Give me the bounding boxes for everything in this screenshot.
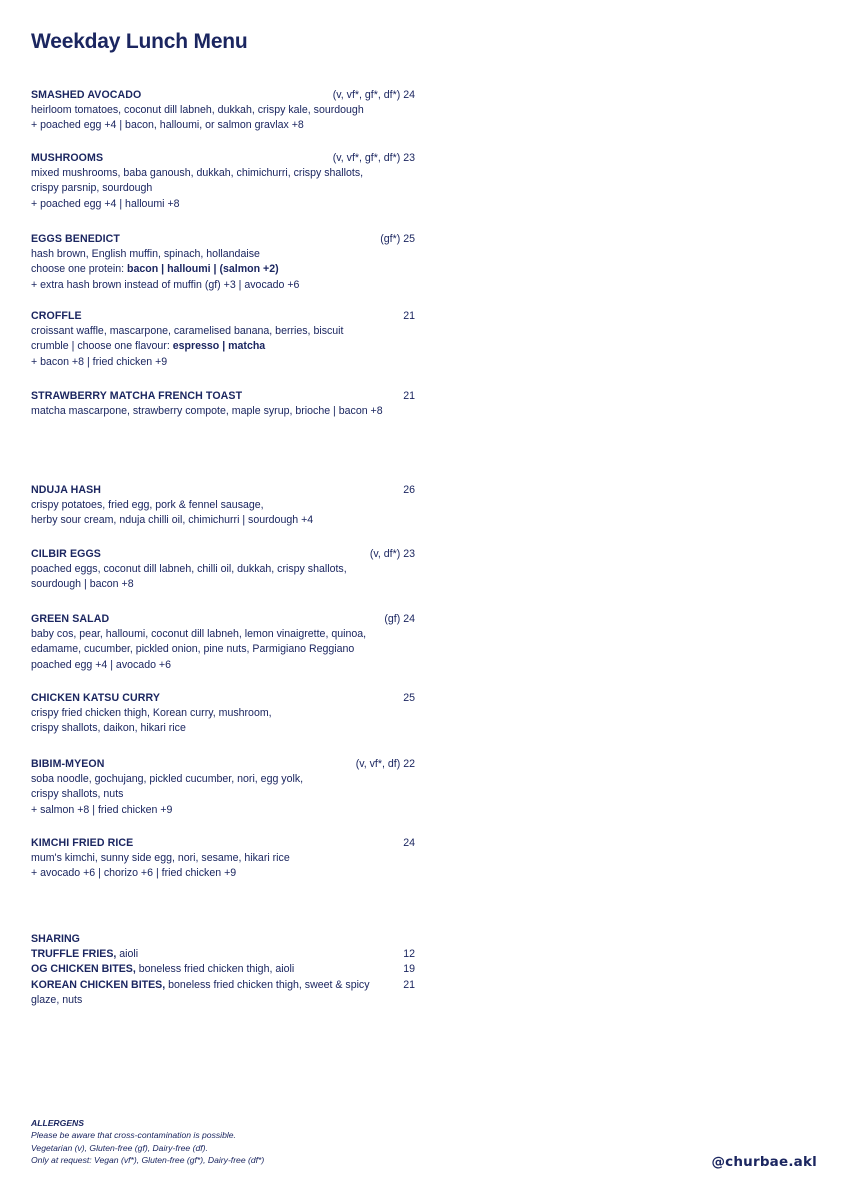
menu-item-description [31, 278, 415, 293]
menu-item-price: 23 [403, 152, 415, 164]
menu-item-description [31, 706, 415, 721]
dietary-tags: (v, vf*, df) [355, 758, 401, 770]
menu-item-tags-price [333, 151, 415, 166]
description-text: + salmon +8 | fried chicken +9 [31, 803, 173, 816]
menu-item-name: SMASHED AVOCADO [31, 89, 142, 101]
menu-item-description [31, 562, 415, 577]
menu-item [31, 836, 415, 882]
description-text: soba noodle, gochujang, pickled cucumber, nori, egg yolk, [31, 773, 304, 786]
sharing-title: SHARING [31, 933, 80, 945]
description-text: mum's kimchi, sunny side egg, nori, sesame, hikari rice [31, 852, 290, 865]
menu-item [31, 757, 415, 818]
dietary-tags: (gf*) [380, 233, 401, 245]
sharing-item-name: KOREAN CHICKEN BITES, [31, 978, 166, 991]
menu-item-tags-price [380, 232, 415, 247]
menu-item [31, 88, 415, 134]
description-text: poached egg +4 | avocado +6 [31, 658, 171, 671]
description-text: poached eggs, coconut dill labneh, chilli oil, dukkah, crispy shallots, [31, 563, 347, 576]
description-text: choose one protein: [31, 263, 128, 276]
menu-item-name: CHICKEN KATSU CURRY [31, 692, 161, 704]
sharing-item [31, 947, 415, 962]
sharing-section [31, 932, 415, 1008]
description-text: matcha mascarpone, strawberry compote, maple syrup, brioche | bacon +8 [31, 405, 383, 418]
description-text: crispy shallots, nuts [31, 788, 124, 801]
description-text: crispy fried chicken thigh, Korean curry, mushroom, [31, 707, 272, 720]
menu-option-choices: bacon | halloumi | (salmon +2) [127, 263, 279, 276]
menu-item-description [31, 103, 415, 118]
description-text: + bacon +8 | fried chicken +9 [31, 355, 168, 368]
menu-option-choices: espresso | matcha [172, 340, 266, 353]
page-title: Weekday Lunch Menu [31, 30, 248, 53]
menu-item-price: 21 [403, 310, 415, 322]
menu-item-name: NDUJA HASH [31, 484, 102, 496]
menu-item-description [31, 181, 415, 196]
menu-item-tags-price [403, 483, 415, 498]
description-text: crispy parsnip, sourdough [31, 182, 153, 195]
menu-item-description [31, 577, 415, 592]
description-text: crumble | choose one flavour: [31, 340, 173, 353]
menu-item-description [31, 851, 415, 866]
dietary-tags: (v, vf*, gf*, df*) [332, 89, 401, 101]
dietary-tags: (v, df*) [369, 548, 401, 560]
menu-item-description [31, 772, 415, 787]
sharing-item-name: OG CHICKEN BITES, [31, 963, 136, 976]
menu-item-header [31, 547, 415, 562]
menu-item-tags-price [384, 612, 415, 627]
menu-item-description [31, 247, 415, 262]
menu-item-price: 25 [403, 233, 415, 245]
menu-item-tags-price [403, 309, 415, 324]
description-text: + extra hash brown instead of muffin (gf) +3 | avocado +6 [31, 278, 300, 291]
menu-item-description [31, 787, 415, 802]
menu-item-description [31, 166, 415, 181]
menu-item-header [31, 483, 415, 498]
menu-item-name: BIBIM-MYEON [31, 758, 105, 770]
menu-item [31, 691, 415, 737]
menu-item-header [31, 232, 415, 247]
menu-item-description [31, 513, 415, 528]
description-text: mixed mushrooms, baba ganoush, dukkah, chimichurri, crispy shallots, [31, 167, 364, 180]
description-text: crispy shallots, daikon, hikari rice [31, 722, 186, 735]
social-handle: @churbae.akl [711, 1154, 817, 1170]
menu-item-header [31, 691, 415, 706]
menu-item-description [31, 498, 415, 513]
menu-item-tags-price [333, 88, 415, 103]
menu-item-tags-price [403, 836, 415, 851]
allergens-line: Only at request: Vegan (vf*), Gluten-free (gf*), Dairy-free (df*) [31, 1155, 265, 1166]
menu-item-price: 26 [403, 484, 415, 496]
sharing-item-price: 19 [403, 963, 415, 976]
menu-item-price: 25 [403, 692, 415, 704]
menu-item [31, 483, 415, 529]
menu-item-header [31, 612, 415, 627]
description-text: hash brown, English muffin, spinach, hollandaise [31, 248, 260, 261]
menu-item [31, 151, 415, 212]
sharing-item [31, 962, 415, 977]
menu-item-tags-price [403, 389, 415, 404]
description-text: crispy potatoes, fried egg, pork & fennel sausage, [31, 499, 264, 512]
menu-item-price: 22 [403, 758, 415, 770]
menu-item-description [31, 355, 415, 370]
menu-item-description [31, 118, 415, 133]
menu-item-name: STRAWBERRY MATCHA FRENCH TOAST [31, 390, 243, 402]
menu-item [31, 612, 415, 673]
menu-item-price: 24 [403, 613, 415, 625]
menu-item-description [31, 262, 415, 277]
sharing-item [31, 978, 415, 1008]
sharing-item-text [31, 947, 371, 962]
menu-item-price: 24 [403, 837, 415, 849]
description-text: croissant waffle, mascarpone, caramelised banana, berries, biscuit [31, 325, 344, 338]
menu-item-header [31, 88, 415, 103]
menu-item-description [31, 642, 415, 657]
sharing-item-text [31, 978, 371, 1008]
allergens-line: Vegetarian (v), Gluten-free (gf), Dairy-free (df). [31, 1142, 208, 1153]
menu-item-description [31, 324, 415, 339]
sharing-item-text [31, 962, 371, 977]
description-text: + avocado +6 | chorizo +6 | fried chicken +9 [31, 867, 237, 880]
dietary-tags: (gf) [384, 613, 401, 625]
menu-item-description [31, 866, 415, 881]
description-text: herby sour cream, nduja chilli oil, chimichurri | sourdough +4 [31, 514, 314, 527]
menu-item-name: CROFFLE [31, 310, 82, 322]
menu-item-header [31, 836, 415, 851]
menu-item-price: 24 [403, 89, 415, 101]
dietary-tags: (v, vf*, gf*, df*) [332, 152, 401, 164]
sharing-item-description: aioli [116, 948, 139, 961]
description-text: + poached egg +4 | halloumi +8 [31, 197, 180, 210]
menu-item-header [31, 151, 415, 166]
menu-item-description [31, 721, 415, 736]
sharing-item-description: boneless fried chicken thigh, aioli [135, 963, 295, 976]
menu-item-description [31, 339, 415, 354]
menu-item-tags-price [356, 757, 415, 772]
menu-item-tags-price [403, 691, 415, 706]
description-text: heirloom tomatoes, coconut dill labneh, dukkah, crispy kale, sourdough [31, 104, 364, 117]
menu-item-price: 21 [403, 390, 415, 402]
description-text: + poached egg +4 | bacon, halloumi, or salmon gravlax +8 [31, 119, 304, 132]
menu-item-name: MUSHROOMS [31, 152, 104, 164]
description-text: baby cos, pear, halloumi, coconut dill labneh, lemon vinaigrette, quinoa, [31, 628, 367, 641]
sharing-item-price: 21 [403, 978, 415, 991]
menu-item-name: CILBIR EGGS [31, 548, 101, 560]
menu-item-name: GREEN SALAD [31, 613, 110, 625]
menu-item-header [31, 389, 415, 404]
description-text: edamame, cucumber, pickled onion, pine nuts, Parmigiano Reggiano [31, 643, 355, 656]
sharing-item-name: TRUFFLE FRIES, [31, 948, 117, 961]
menu-item [31, 232, 415, 293]
sharing-item-price: 12 [403, 948, 415, 961]
menu-item-description [31, 803, 415, 818]
menu-item-price: 23 [403, 548, 415, 560]
allergens-line: Please be aware that cross-contamination is possible. [31, 1130, 236, 1141]
allergens-title: ALLERGENS [31, 1118, 84, 1128]
menu-item-name: EGGS BENEDICT [31, 233, 121, 245]
menu-item-tags-price [370, 547, 415, 562]
menu-item [31, 547, 415, 593]
menu-item-header [31, 309, 415, 324]
menu-item-header [31, 757, 415, 772]
menu-item [31, 309, 415, 370]
allergens-note [31, 1117, 264, 1167]
menu-item-description [31, 658, 415, 673]
sharing-item-description: boneless fried chicken thigh, sweet & spicy glaze, nuts [31, 978, 370, 1006]
menu-item-description [31, 197, 415, 212]
menu-item-description [31, 627, 415, 642]
menu-item-name: KIMCHI FRIED RICE [31, 837, 134, 849]
menu-item-description [31, 404, 415, 419]
description-text: sourdough | bacon +8 [31, 578, 134, 591]
menu-item [31, 389, 415, 419]
